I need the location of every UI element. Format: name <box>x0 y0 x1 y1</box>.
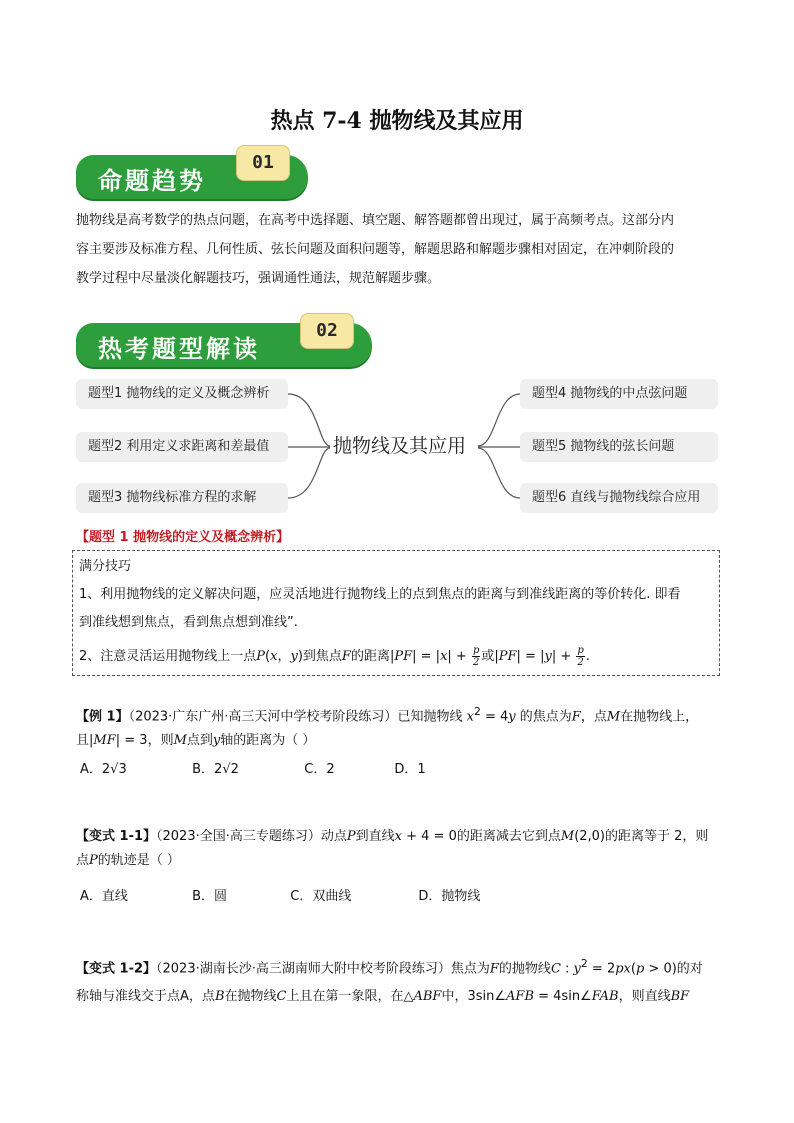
mindmap-topic-5: 题型5 抛物线的弦长问题 <box>520 432 718 462</box>
tip-text: 2、注意灵活运用抛物线上一点 <box>79 649 257 664</box>
question-source: （2023·湖南长沙·高三湖南师大附中校考阶段练习） <box>156 961 451 977</box>
question-text: 已知抛物线 <box>397 709 463 725</box>
variant-1-1-options <box>80 885 480 904</box>
mindmap-center: 抛物线及其应用 <box>333 435 467 457</box>
option-d[interactable]: D．1 <box>394 762 426 777</box>
option-label: A． <box>80 762 102 777</box>
question-text: ，则 <box>147 733 174 749</box>
question-text: 到直线 <box>355 829 395 844</box>
banner-label: 命题趋势 <box>98 166 206 195</box>
question-line: 【例 1】（2023·广东广州·高三天河中学校考阶段练习）已知抛物线 $x^2 = 4y$ 的焦点为F，点M在抛物线上， <box>76 705 699 725</box>
fraction: $\frac{p}{2}$ <box>472 645 480 668</box>
question-text: 在抛物线上， <box>620 709 699 725</box>
section-number-badge: 01 <box>236 145 290 181</box>
question-source: （2023·广东广州·高三天河中学校考阶段练习） <box>128 709 398 725</box>
connector-line <box>478 394 520 446</box>
question-text: 的对 <box>676 961 703 977</box>
mindmap-topic-1: 题型1 抛物线的定义及概念辨析 <box>76 379 288 409</box>
topic-heading: 【题型 1 抛物线的定义及概念辨析】 <box>76 530 290 545</box>
banner-label: 热考题型解读 <box>98 334 260 363</box>
option-a[interactable]: A．直线 <box>80 889 128 904</box>
question-line: 且|MF| = 3，则M点到y轴的距离为（ ） <box>76 733 316 749</box>
question-text: 中， <box>441 989 468 1005</box>
question-text: 焦点为 <box>450 961 490 977</box>
tips-box <box>72 550 720 676</box>
question-text: 动点 <box>320 829 347 844</box>
page-title: 热点 7-4 抛物线及其应用 <box>270 108 524 134</box>
question-label: 【变式 1-1】 <box>76 829 157 844</box>
question-text: 的距离减去它到点 <box>456 829 561 844</box>
option-label: B． <box>192 762 215 777</box>
question-text: 的轨迹是（ ） <box>97 853 180 868</box>
question-line: 【变式 1-2】（2023·湖南长沙·高三湖南师大附中校考阶段练习）焦点为F的抛物线C : $y^2 = 2px(p > 0)$的对 <box>76 957 703 977</box>
question-text: ，则直线 <box>618 989 671 1005</box>
question-text: 的抛物线 <box>498 961 551 977</box>
option-d[interactable]: D．抛物线 <box>418 889 481 904</box>
question-text: ，点 <box>188 989 215 1005</box>
question-text: 的焦点为 <box>519 709 572 725</box>
tip-text: 的距离 <box>350 649 390 664</box>
option-b[interactable]: B．圆 <box>192 889 228 904</box>
question-text: 称轴与准线交于点 <box>76 989 181 1005</box>
question-label: 【变式 1-2】 <box>76 961 157 977</box>
option-a[interactable]: A．2√3 <box>80 758 188 777</box>
question-line: 点P的轨迹是（ ） <box>76 853 180 868</box>
mindmap-topic-3: 题型3 抛物线标准方程的求解 <box>76 483 288 513</box>
intro-line: 抛物线是高考数学的热点问题，在高考中选择题、填空题、解答题都曾出现过，属于高频考点。这部分内 <box>76 213 675 228</box>
mindmap-topic-6: 题型6 直线与抛物线综合应用 <box>520 483 718 513</box>
intro-line: 容主要涉及标准方程、几何性质、弦长问题及面积问题等，解题思路和解题步骤相对固定，在冲刺阶段的 <box>76 242 675 257</box>
option-c[interactable]: C．双曲线 <box>290 889 352 904</box>
question-text: ，点 <box>580 709 607 725</box>
question-source: （2023·全国·高三专题练习） <box>156 829 321 844</box>
variant-1-1 <box>76 825 726 873</box>
example-1 <box>76 700 726 753</box>
mindmap-topic-2: 题型2 利用定义求距离和差最值 <box>76 432 288 462</box>
option-c[interactable]: C．2 <box>304 762 335 777</box>
option-b[interactable]: B．2√2 <box>192 758 300 777</box>
question-text: 的距离等于 2，则 <box>605 829 709 844</box>
variant-1-2 <box>76 950 726 1011</box>
connector-line <box>478 448 520 498</box>
connector-line <box>288 394 330 446</box>
mindmap-topic-4: 题型4 抛物线的中点弦问题 <box>520 379 718 409</box>
intro-line: 教学过程中尽量淡化解题技巧，强调通性通法，规范解题步骤。 <box>76 271 441 286</box>
question-text: 且 <box>76 733 90 749</box>
question-label: 【例 1】 <box>76 709 129 725</box>
mindmap-connectors <box>0 0 794 560</box>
question-text: 轴的距离为（ ） <box>220 733 316 749</box>
connector-line <box>288 448 330 498</box>
tip-line: 到准线想到焦点，看到焦点想到准线”. <box>79 615 298 630</box>
question-text: 点 <box>76 853 90 868</box>
tip-text: 或 <box>481 649 495 664</box>
tip-line-formula: 2、注意灵活运用抛物线上一点P(x，y)到焦点F的距离|PF| = |x| + $\frac{p}{2}$ 或|PF| = |y| + $\frac{p}{2}$ . <box>79 645 590 668</box>
question-line: 【变式 1-1】（2023·全国·高三专题练习）动点P到直线x + 4 = 0的距离减去它到点M(2,0)的距离等于 2，则 <box>76 829 709 844</box>
tip-line: 1、利用抛物线的定义解决问题，应灵活地进行抛物线上的点到焦点的距离与到准线距离的等价转化. 即看 <box>79 587 681 602</box>
question-text: 点到 <box>186 733 213 749</box>
example-1-options <box>80 758 426 777</box>
fraction: $\frac{p}{2}$ <box>577 645 584 668</box>
question-text: 在抛物线 <box>224 989 277 1005</box>
question-line: 称轴与准线交于点A，点B在抛物线C上且在第一象限，在△ABF中，3sin∠AFB = 4sin∠FAB，则直线BF <box>76 989 690 1005</box>
tip-text: 到焦点 <box>302 649 342 664</box>
question-text: 上且在第一象限，在 <box>286 989 404 1005</box>
tips-title: 满分技巧 <box>79 559 132 574</box>
section-number-badge: 02 <box>300 313 354 349</box>
